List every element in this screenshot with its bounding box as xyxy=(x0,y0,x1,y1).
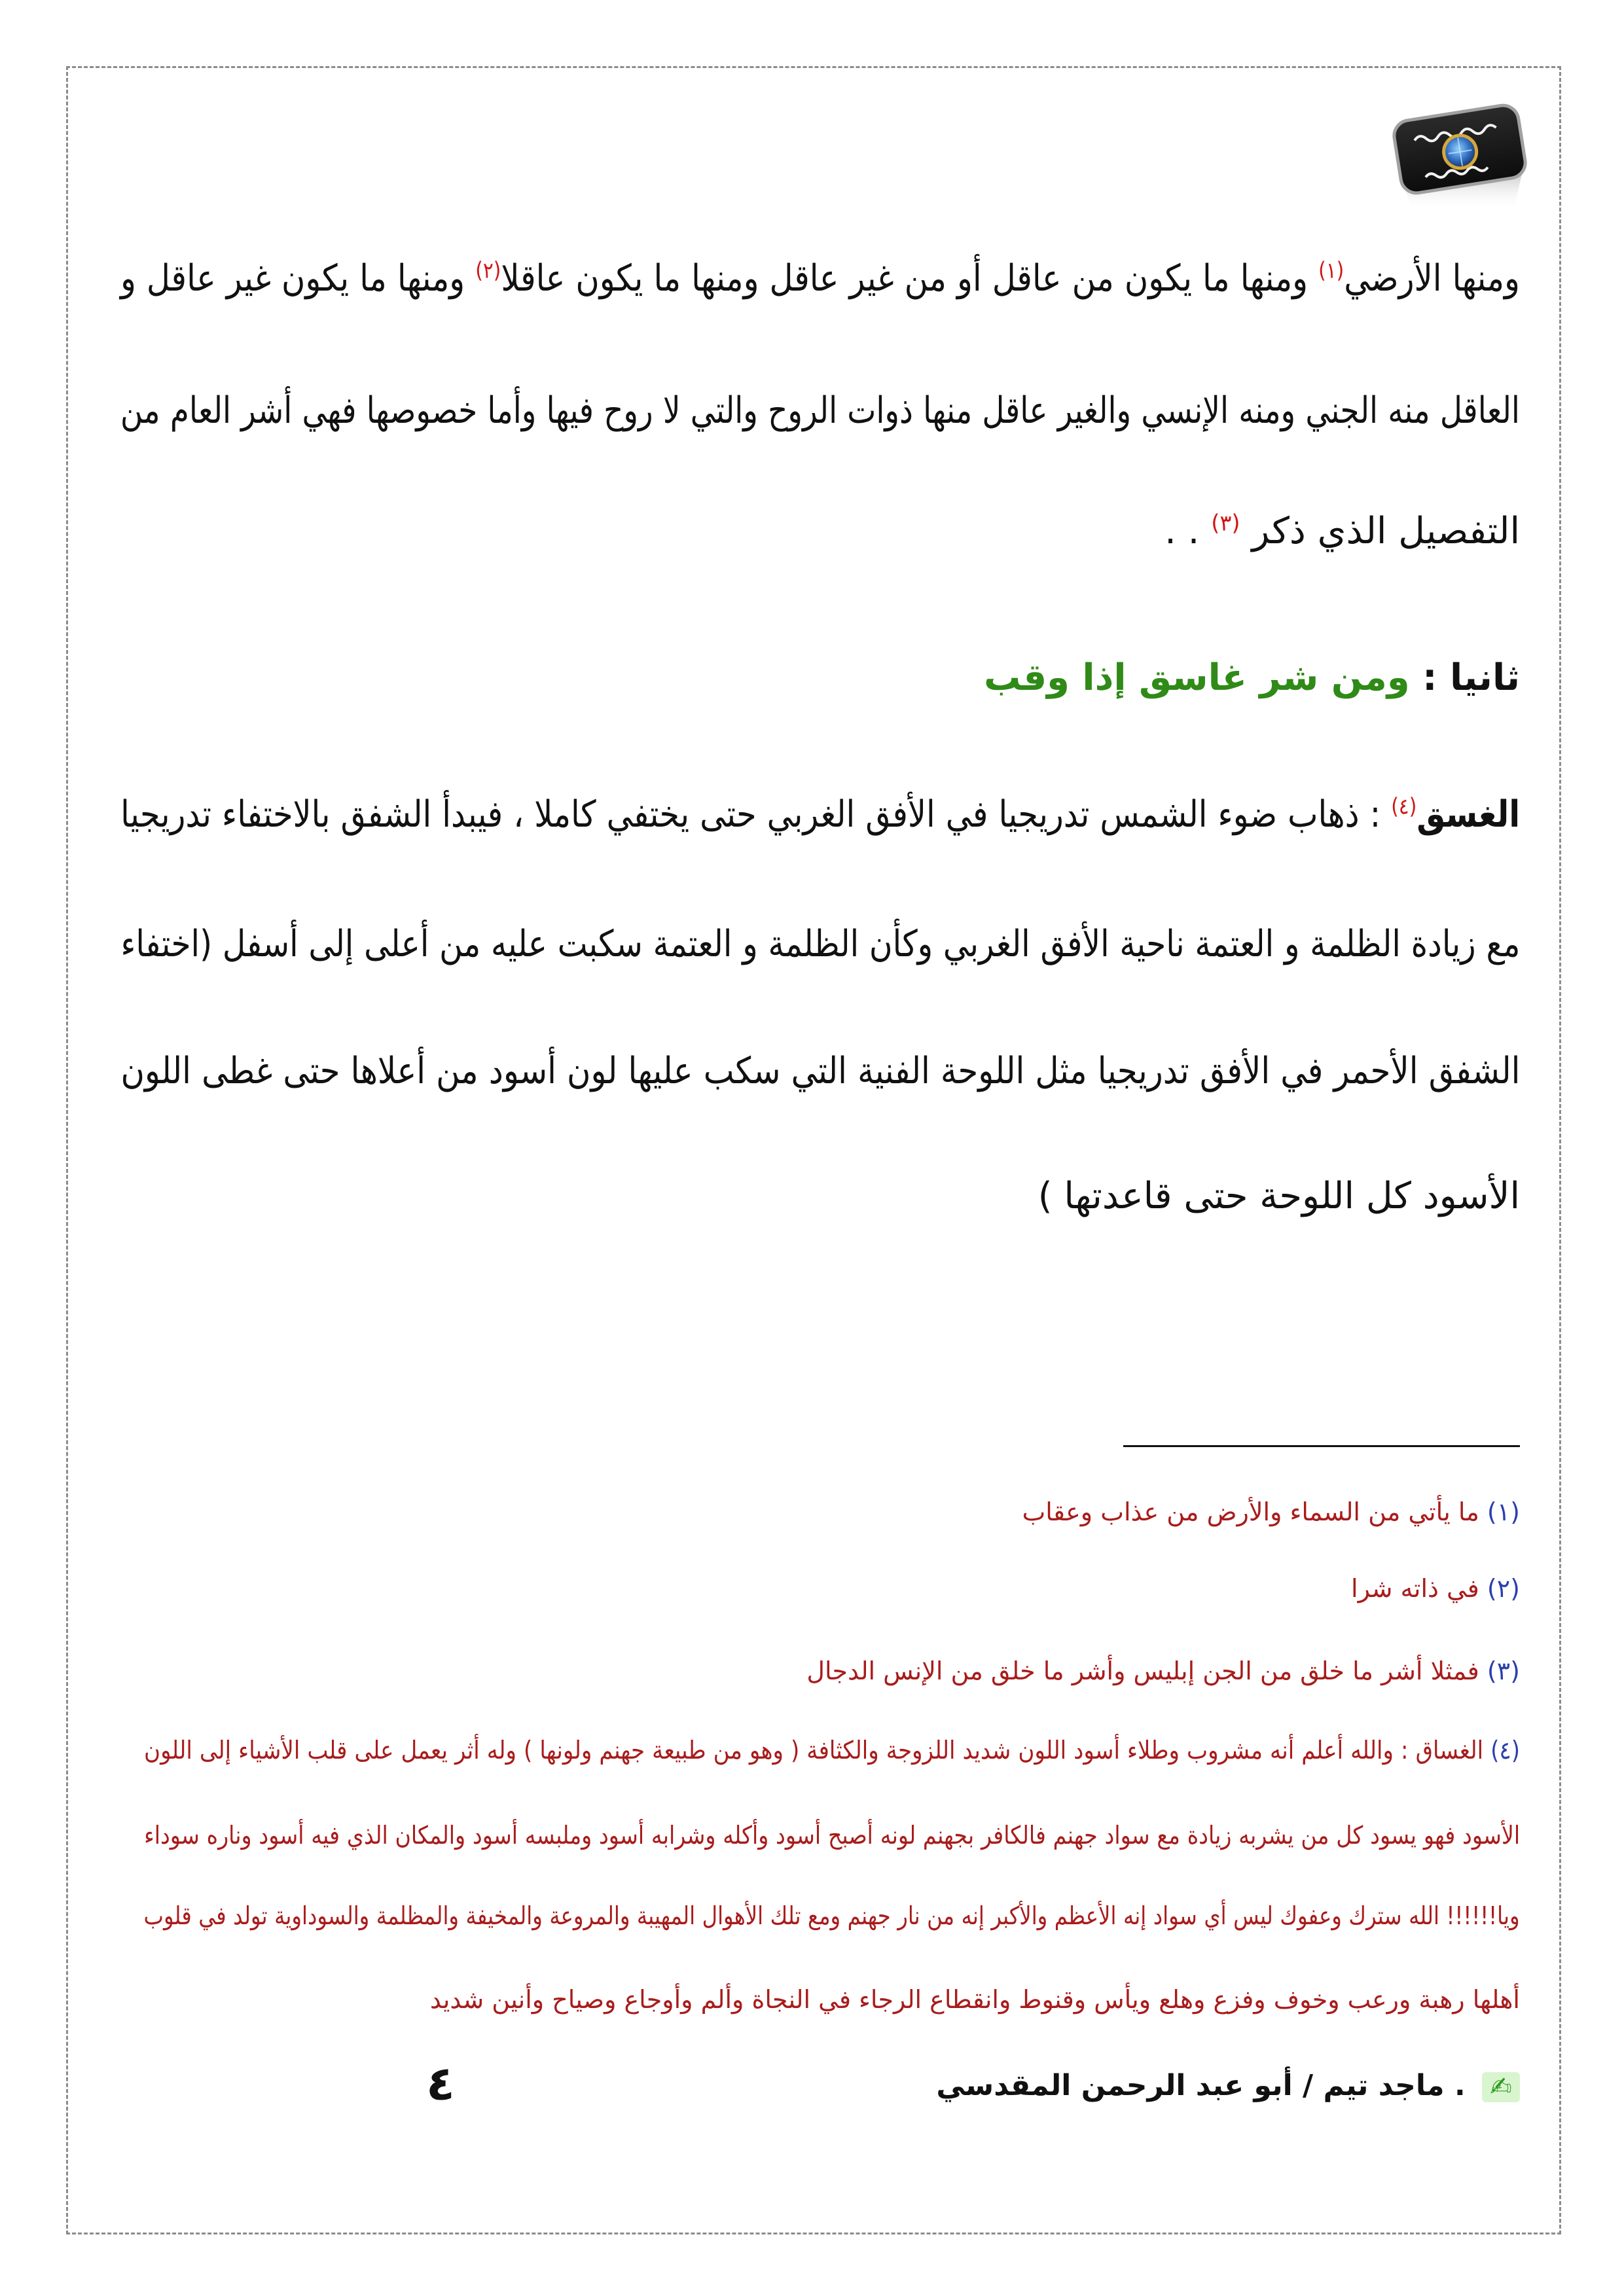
footnote-2-content xyxy=(1351,1574,1520,1603)
footnote-text: ويا!!!!!! الله سترك وعفوك ليس أي سواد إنه الأعظم والأكبر إنه من نار جهنم ومع تلك الأهوال المهيبة والمروعة والمخيفة والمظلمة والسوداوية تولد في قلوب xyxy=(144,1901,1520,1930)
line-text: ومنها ما يكون غير عاقل و xyxy=(120,257,476,300)
footnote-number: (٢) xyxy=(1487,1574,1520,1603)
footer-author xyxy=(936,2056,1520,2115)
body-line-3 xyxy=(120,492,1520,571)
footnote-4-line-3 xyxy=(144,1890,1520,1942)
section-heading-content xyxy=(984,656,1520,699)
footnote-4-line-2 xyxy=(144,1809,1520,1861)
footnote-text: الأسود فهو يسود كل من يشربه زيادة مع سواد جهنم فالكافر بجهنم لونه أصبح أسود وأكله وشرابه أسود وملبسه أسود والمكان الذي فيه أسود وناره سوداء xyxy=(144,1821,1520,1850)
body-line-5 xyxy=(120,905,1520,984)
defined-term: الغسق xyxy=(1416,793,1520,836)
footnote-2 xyxy=(144,1562,1520,1615)
page-number: ٤ xyxy=(426,2056,455,2111)
body-line-6 xyxy=(120,1032,1520,1111)
body-line-4-content xyxy=(120,793,1520,836)
footnote-4-line-1 xyxy=(144,1724,1520,1776)
footnote-number: (١) xyxy=(1487,1498,1520,1526)
footnote-ref-3: (٣) xyxy=(1211,510,1240,536)
author-name: ماجد تيم / أبو عبد الرحمن المقدسي xyxy=(936,2069,1445,2102)
line-text: : ذهاب ضوء الشمس تدريجيا في الأفق الغربي حتى يختفي كاملا ، فيبدأ الشفق بالاختفاء تدريجيا xyxy=(120,793,1392,836)
line-text: العاقل منه الجني ومنه الإنسي والغير عاقل منها ذوات الروح والتي لا روح فيها وأما خصوصها فهي أشر العام من xyxy=(120,389,1520,432)
emblem-logo xyxy=(1382,98,1537,213)
footnote-number: (٣) xyxy=(1487,1657,1520,1685)
footnote-text: الغساق : والله أعلم أنه مشروب وطلاء أسود اللون شديد اللزوجة والكثافة ( وهو من طبيعة جهنم ولونها ) وله أثر يعمل على قلب الأشياء إلى اللون xyxy=(144,1736,1491,1765)
line-text: ومنها الأرضي xyxy=(1344,257,1520,300)
footnote-separator xyxy=(1123,1445,1520,1447)
line-text: الأسود كل اللوحة حتى قاعدتها ) xyxy=(1038,1175,1520,1217)
line-text: مع زيادة الظلمة و العتمة ناحية الأفق الغربي وكأن الظلمة و العتمة سكبت عليه من أعلى إلى أسفل (اختفاء xyxy=(120,923,1520,965)
footnote-ref-1: (١) xyxy=(1318,257,1344,283)
footnote-3-content xyxy=(806,1657,1520,1685)
footnote-4-line-4 xyxy=(144,1973,1520,2026)
line-text: ومنها ما يكون من عاقل أو من غير عاقل ومنها ما يكون عاقلا xyxy=(501,257,1319,300)
footnote-text: في ذاته شرا xyxy=(1351,1574,1487,1603)
footnote-number: (٤) xyxy=(1490,1736,1520,1765)
writing-hand-icon xyxy=(1482,2072,1520,2102)
body-line-2 xyxy=(120,372,1520,450)
line-text: التفصيل الذي ذكر xyxy=(1240,510,1520,552)
emblem-graphic xyxy=(1382,98,1537,213)
heading-verse: ومن شر غاسق إذا وقب xyxy=(984,656,1410,699)
section-heading xyxy=(120,639,1520,717)
footnote-ref-2: (٢) xyxy=(475,257,501,283)
footnote-1 xyxy=(144,1486,1520,1538)
footnote-text: فمثلا أشر ما خلق من الجن إبليس وأشر ما خلق من الإنس الدجال xyxy=(806,1657,1487,1685)
body-line-3-content xyxy=(1164,510,1520,552)
line-text: الشفق الأحمر في الأفق تدريجيا مثل اللوحة الفنية التي سكب عليها لون أسود من أعلاها حتى غطى اللون xyxy=(120,1050,1520,1092)
line-text: . . xyxy=(1164,510,1212,552)
footnote-4-content xyxy=(144,1736,1520,1765)
footnote-text: أهلها رهبة ورعب وخوف وفزع وهلع ويأس وقنوط وانقطاع الرجاء في النجاة وألم وأوجاع وصياح وأنين شديد xyxy=(429,1985,1520,2014)
footnote-3 xyxy=(144,1645,1520,1697)
body-line-1-content xyxy=(120,257,1520,300)
heading-label: ثانيا : xyxy=(1409,656,1520,699)
body-line-7 xyxy=(120,1157,1520,1236)
footnote-text: ما يأتي من السماء والأرض من عذاب وعقاب xyxy=(1022,1498,1487,1526)
body-line-1 xyxy=(120,240,1520,318)
footnote-ref-4: (٤) xyxy=(1391,793,1417,819)
footnote-1-content xyxy=(1022,1498,1520,1526)
body-line-4 xyxy=(120,776,1520,854)
footer-separator: . xyxy=(1444,2069,1475,2102)
